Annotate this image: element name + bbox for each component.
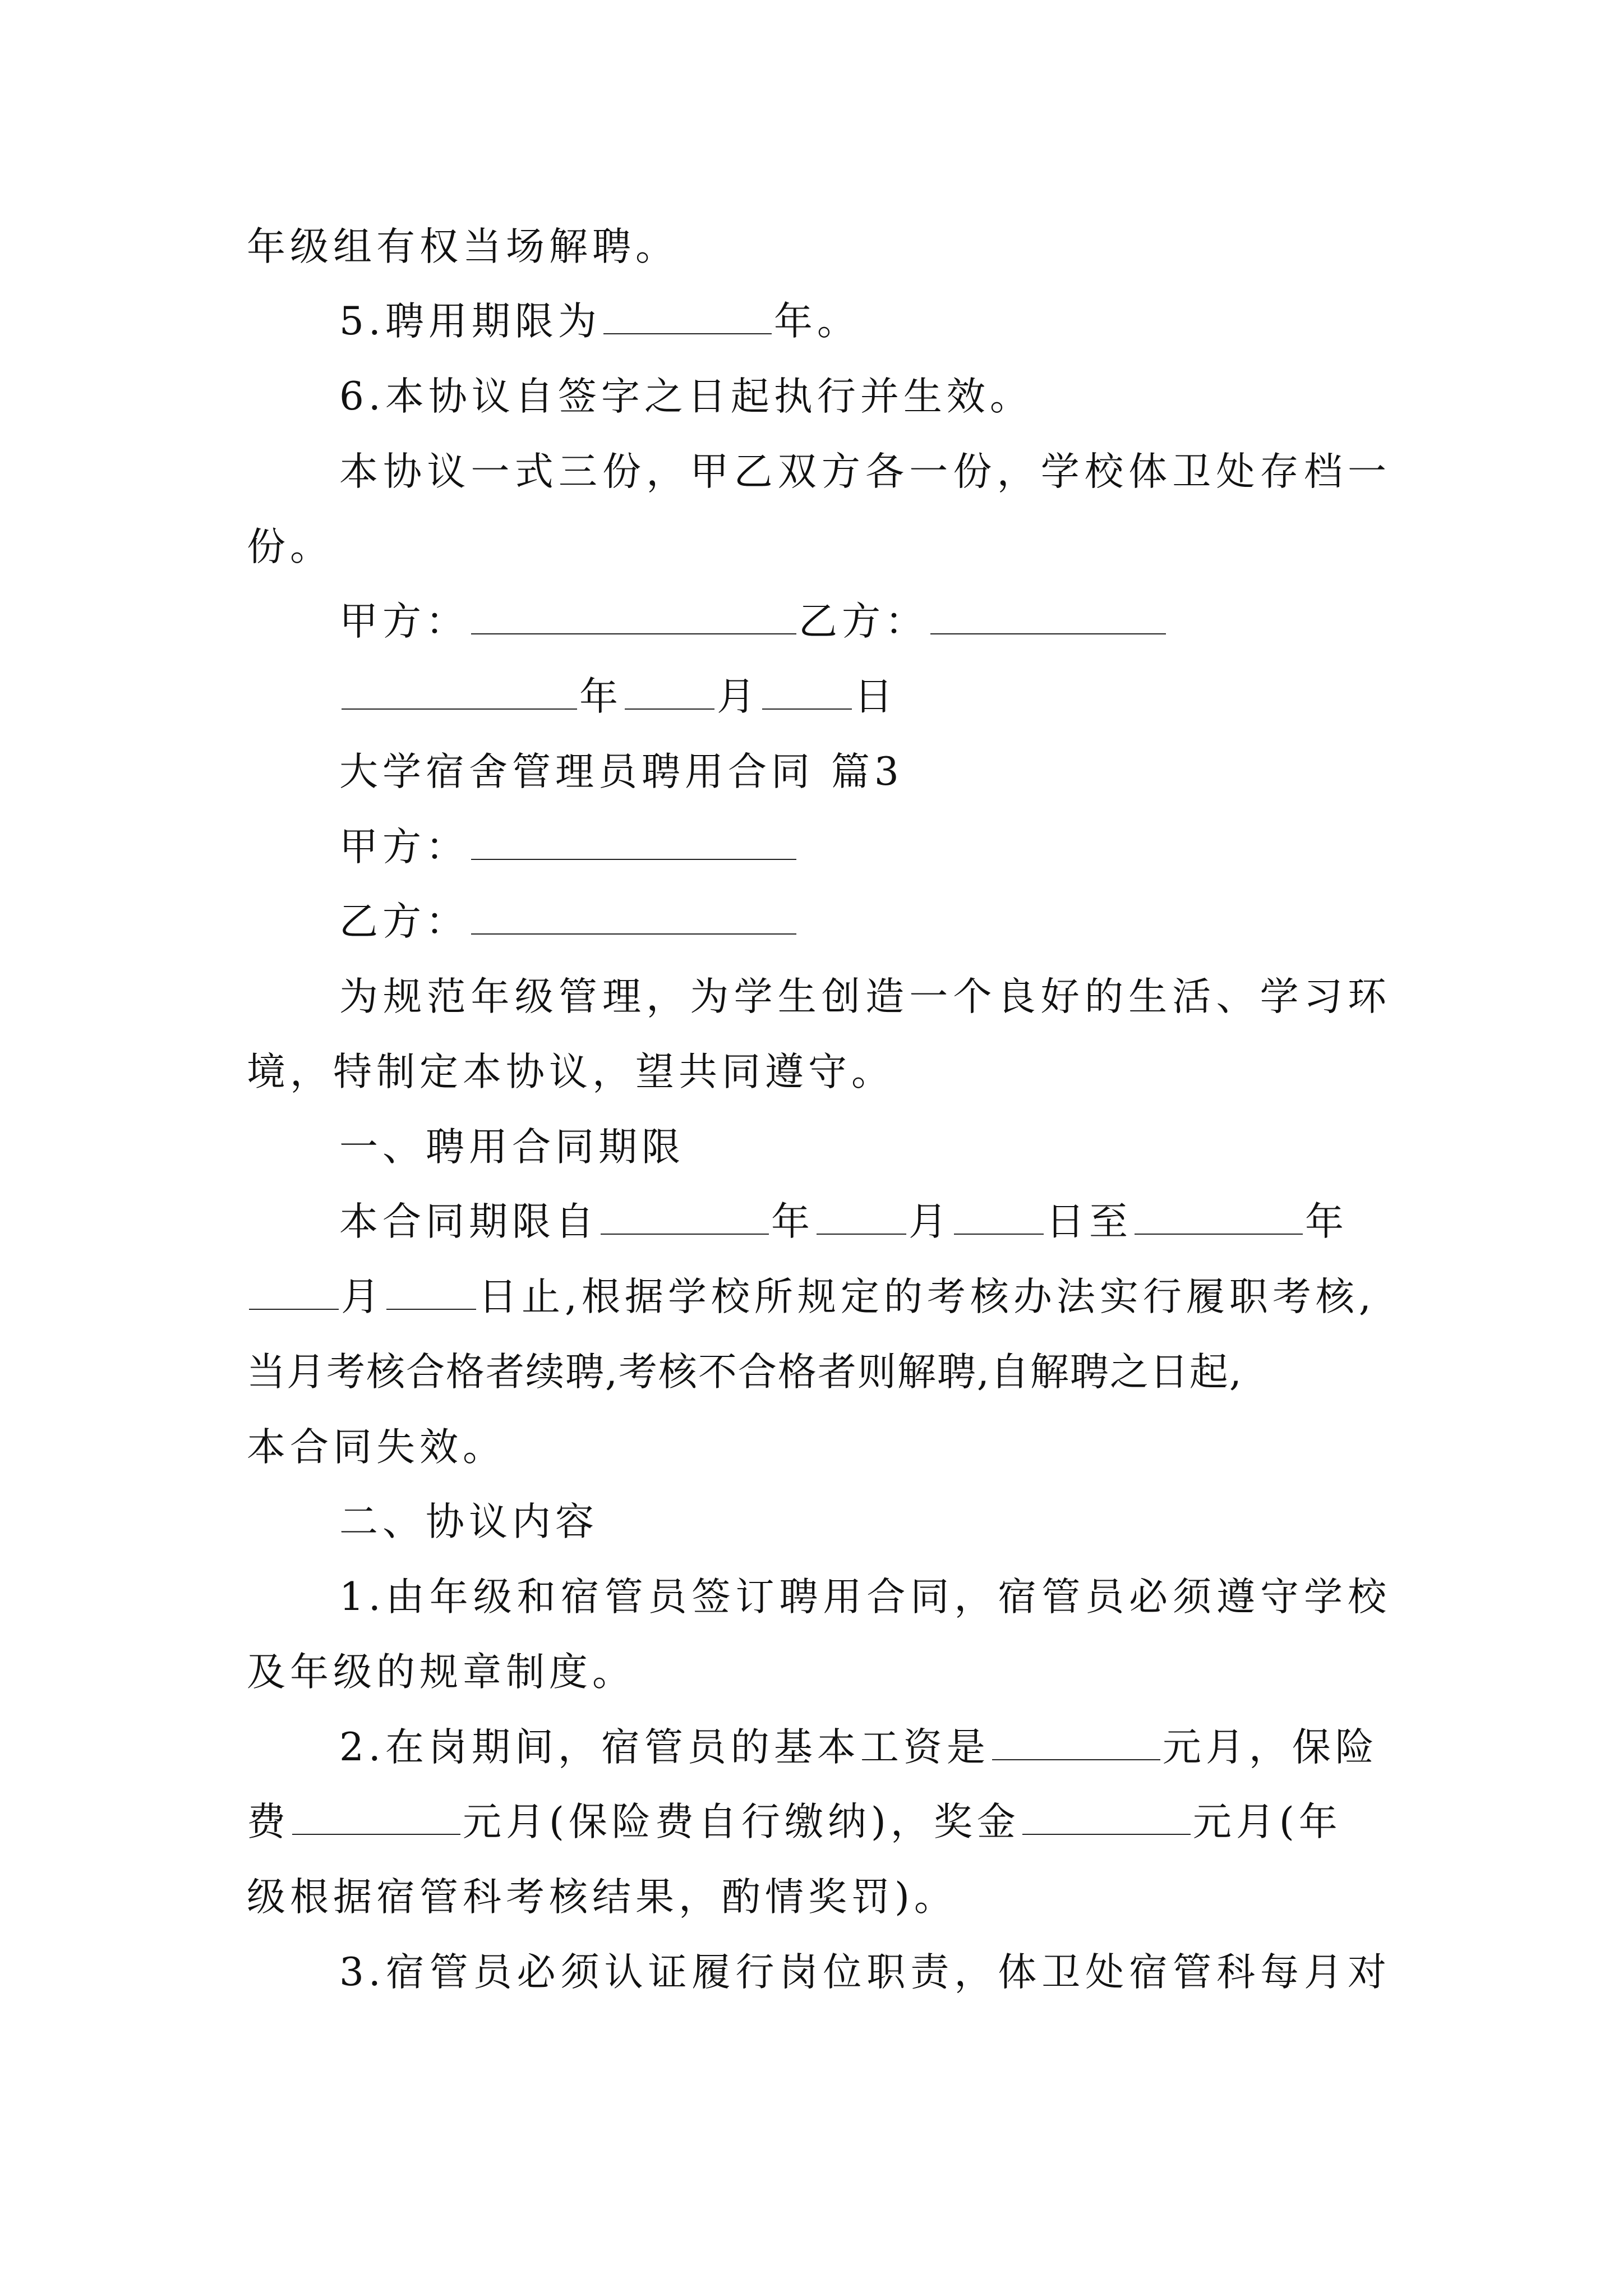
salary-blank [992, 1727, 1160, 1760]
paragraph-line [247, 1341, 1391, 1403]
text: 元月(年 [1192, 1800, 1342, 1844]
heading-2 [339, 1491, 1391, 1553]
day-blank [762, 676, 852, 710]
month-blank [625, 676, 714, 710]
text: 本协议一式三份，甲乙双方各一份，学校体卫处存档一 [339, 449, 1391, 494]
paragraph-line [339, 441, 1391, 503]
year-blank [601, 1201, 769, 1235]
text: 1.由年级和宿管员签订聘用合同，宿管员必须遵守学校 [339, 1575, 1391, 1619]
party-a-blank [471, 601, 796, 634]
clause-6-effective [339, 366, 1391, 427]
section-title [339, 741, 1391, 803]
text: 元月，保险 [1162, 1725, 1378, 1770]
signature-line [339, 591, 1391, 652]
month-blank [249, 1276, 339, 1310]
text: 月 [909, 1199, 952, 1244]
party-b-blank [930, 601, 1166, 634]
clause-5-term [339, 291, 1391, 352]
text: 日 [854, 674, 897, 719]
party-a-blank [471, 826, 796, 860]
paragraph-line [247, 1041, 1391, 1103]
party-a-line [339, 816, 1391, 878]
insurance-line [247, 1791, 1391, 1853]
party-a-label: 甲方： [339, 825, 469, 869]
text: 5.聘用期限为 [339, 299, 601, 344]
text: 月 [717, 674, 760, 719]
paragraph-line [247, 516, 1391, 578]
text: 为规范年级管理，为学生创造一个良好的生活、学习环 [339, 974, 1391, 1019]
text: 年 [1305, 1199, 1348, 1244]
party-b-label: 乙方： [799, 599, 928, 644]
month-blank [817, 1201, 906, 1235]
paragraph-line [247, 1641, 1391, 1703]
year-blank [1135, 1201, 1303, 1235]
text: 份。 [247, 524, 333, 569]
year-blank [342, 676, 577, 710]
day-blank [954, 1201, 1044, 1235]
paragraph-line [247, 1266, 1391, 1328]
blank-underline [603, 301, 772, 334]
text: 当月考核合格者续聘,考核不合格者则解聘,自解聘之日起, [247, 1350, 1243, 1395]
text: 大学宿舍管理员聘用合同 篇3 [339, 749, 903, 794]
party-b-label: 乙方： [339, 899, 469, 944]
party-a-label: 甲方： [339, 599, 469, 644]
text: 费 [247, 1800, 290, 1844]
heading-1 [339, 1116, 1391, 1178]
paragraph-line [339, 966, 1391, 1028]
paragraph-line [247, 1416, 1391, 1478]
insurance-blank [292, 1801, 460, 1835]
text: 6.本协议自签字之日起执行并生效。 [339, 374, 1033, 419]
text: 境，特制定本协议，望共同遵守。 [247, 1050, 895, 1094]
paragraph-line [247, 1866, 1391, 1928]
text: 元月(保险费自行缴纳)，奖金 [463, 1800, 1020, 1844]
text: 及年级的规章制度。 [247, 1650, 635, 1695]
party-b-line [339, 891, 1391, 953]
day-blank [386, 1276, 476, 1310]
text: 一、聘用合同期限 [339, 1125, 685, 1170]
text: 3.宿管员必须认证履行岗位职责，体卫处宿管科每月对 [339, 1950, 1391, 1995]
text: 2.在岗期间，宿管员的基本工资是 [339, 1725, 990, 1770]
contract-period-line [339, 1191, 1391, 1253]
text: 本合同期限自 [339, 1199, 598, 1244]
text: 年级组有权当场解聘。 [247, 224, 679, 269]
paragraph-line [339, 1941, 1391, 2003]
salary-line [339, 1717, 1391, 1778]
text: 日至 [1046, 1199, 1132, 1244]
party-b-blank [471, 901, 796, 935]
text: 二、协议内容 [339, 1499, 598, 1544]
date-line [339, 666, 1391, 728]
text: 年。 [773, 299, 860, 344]
paragraph-line [247, 216, 1391, 278]
paragraph-line [339, 1566, 1391, 1628]
text: 年 [771, 1199, 814, 1244]
text: 月 [341, 1274, 384, 1319]
text: 年 [579, 674, 623, 719]
text: 级根据宿管科考核结果，酌情奖罚)。 [247, 1875, 957, 1920]
text: 日止,根据学校所规定的考核办法实行履职考核, [478, 1274, 1376, 1319]
bonus-blank [1022, 1801, 1191, 1835]
text: 本合同失效。 [247, 1425, 506, 1470]
